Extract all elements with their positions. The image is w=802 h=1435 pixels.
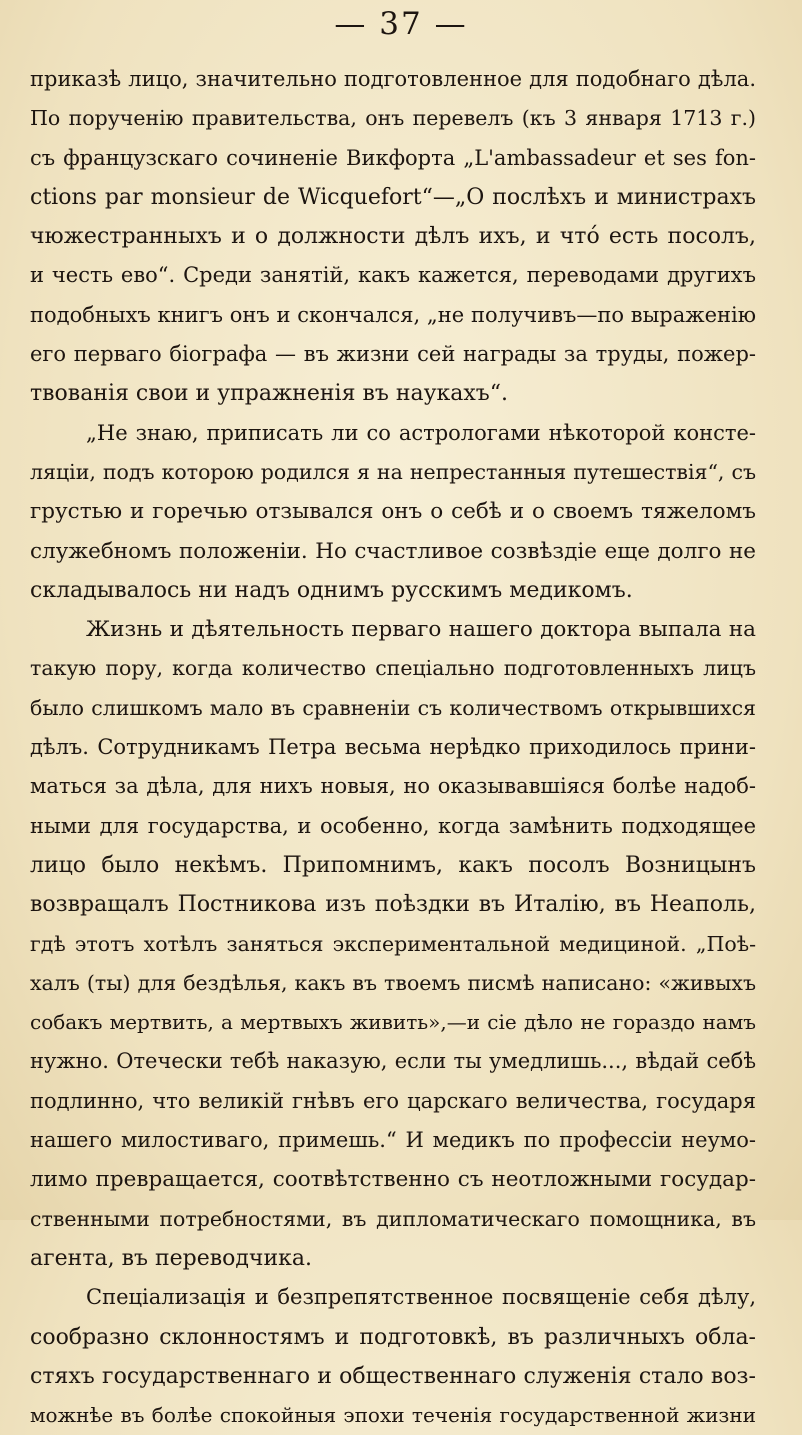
page-number: — 37 — [334,6,468,42]
text-line: стяхъ государственнаго и общественнаго служенія стало воз- [30,1363,756,1389]
text-line: По порученію правительства, онъ перевелъ (къ 3 января 1713 г.) [30,106,756,131]
body-text [30,60,756,1435]
text-line: ственными потребностями, въ дипломатическаго помощника, въ [30,1206,756,1231]
text-line: собакъ мертвить, а мертвыхъ живить»,—и сіе дѣло не гораздо намъ [30,1010,756,1035]
text-line: ными для государства, и особенно, когда замѣнить подходящее [30,813,756,838]
text-line: нашего милостиваго, примешь.“ И медикъ по профессіи неумо- [30,1128,756,1153]
text-line: агента, въ переводчика. [30,1245,313,1271]
text-line: съ французскаго сочиненіе Викфорта „L'ambassadeur et ses fon- [30,145,756,170]
text-line: подобныхъ книгъ онъ и скончался, „не получивъ—по выраженію [30,302,756,327]
text-line: такую пору, когда количество спеціально подготовленныхъ лицъ [30,656,756,681]
text-line: возвращалъ Постникова изъ поѣздки въ Италію, въ Неаполь, [30,892,756,918]
text-line: и честь ево“. Среди занятій, какъ кажется, переводами другихъ [30,263,756,288]
text-line: нужно. Отечески тебѣ наказую, если ты умедлишь..., вѣдай себѣ [30,1049,756,1074]
text-line: Спеціализація и безпрепятственное посвященіе себя дѣлу, [86,1285,756,1310]
text-line: служебномъ положеніи. Но счастливое созвѣздіе еще долго не [30,538,756,564]
text-line: чюжестранныхъ и о должности дѣлъ ихъ, и что́ есть посолъ, [30,224,756,250]
text-line: ctions par monsieur de Wicquefort“—„О послѣхъ и министрахъ [30,184,756,210]
text-line: было слишкомъ мало въ сравненіи съ количествомъ открывшихся [30,695,756,720]
text-line: ляціи, подъ которою родился я на непрестанныя путешествія“, съ [30,459,756,484]
text-line: дѣлъ. Сотрудникамъ Петра весьма нерѣдко приходилось прини- [30,735,756,760]
text-line: гдѣ этотъ хотѣлъ заняться экспериментальной медициной. „Поѣ- [30,931,756,956]
text-line: халъ (ты) для бездѣлья, какъ въ твоемъ писмѣ написано: «живыхъ [30,970,756,995]
text-line: лицо было некѣмъ. Припомнимъ, какъ посолъ Возницынъ [30,852,756,878]
text-line: приказѣ лицо, значительно подготовленное для подобнаго дѣла. [30,67,756,91]
text-line: сообразно склонностямъ и подготовкѣ, въ различныхъ обла- [30,1324,756,1350]
text-line: подлинно, что великій гнѣвъ его царскаго величества, государя [30,1088,756,1113]
text-line: Жизнь и дѣятельность перваго нашего доктора выпала на [86,617,756,643]
text-line: грустью и горечью отзывался онъ о себѣ и о своемъ тяжеломъ [30,499,756,525]
text-line: лимо превращается, соотвѣтственно съ неотложными государ- [30,1167,756,1193]
text-line: можнѣе въ болѣе спокойныя эпохи теченія государственной жизни [30,1403,756,1428]
text-line: „Не знаю, приписать ли со астрологами нѣкоторой консте- [86,420,756,445]
text-line: твованія свои и упражненія въ наукахъ“. [30,381,509,407]
text-line: складывалось ни надъ однимъ русскимъ медикомъ. [30,577,633,603]
text-line: маться за дѣла, для нихъ новыя, но оказывавшіяся болѣе надоб- [30,774,756,799]
text-line: его перваго біографа — въ жизни сей награды за труды, пожер- [30,342,756,367]
